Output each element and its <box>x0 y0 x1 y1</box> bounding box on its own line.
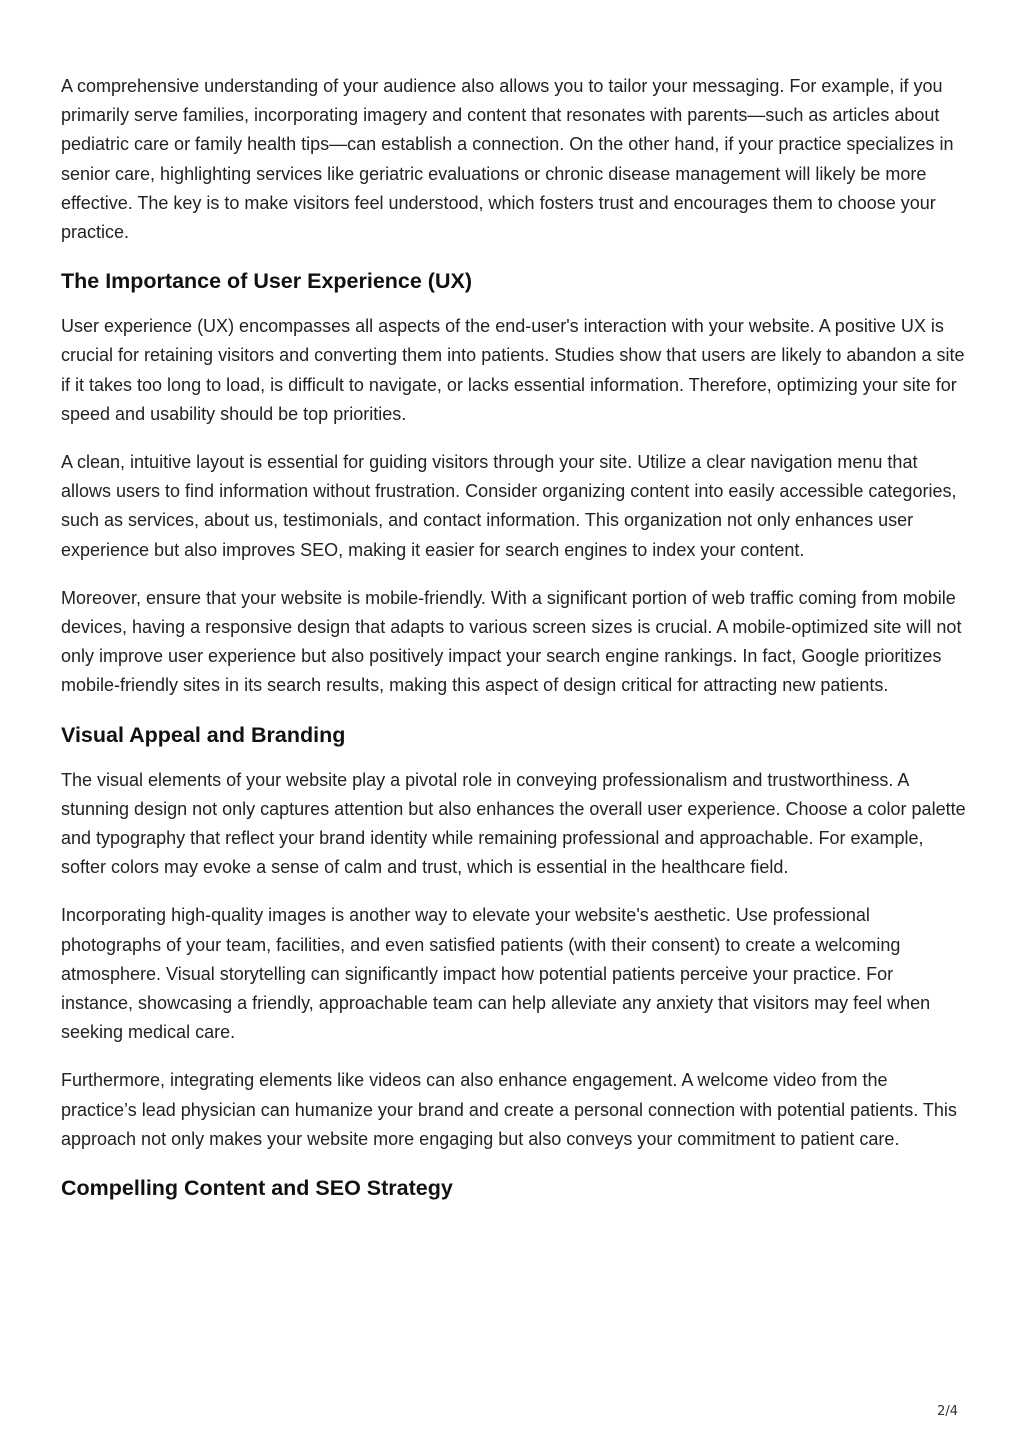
heading-user-experience: The Importance of User Experience (UX) <box>61 269 472 294</box>
heading-visual-appeal: Visual Appeal and Branding <box>61 722 346 747</box>
paragraph-videos: Furthermore, integrating elements like videos can also enhance engagement. A welcome video from the practice’s lead physician can humanize your brand and create a personal connection with potential patients. This approach not only makes your website more engaging but also conveys your commitment to patient care. <box>61 1070 957 1149</box>
page-number: 2/4 <box>937 1404 958 1419</box>
document-page <box>61 72 966 1219</box>
paragraph-high-quality-images: Incorporating high-quality images is another way to elevate your website's aesthetic. Use professional photographs of your team, facilities, and even satisfied patients (with their consent) to create a welcoming atmosphere. Visual storytelling can significantly impact how potential patients perceive your practice. For instance, showcasing a friendly, approachable team can help alleviate any anxiety that visitors may feel when seeking medical care. <box>61 905 931 1043</box>
paragraph-audience-messaging: A comprehensive understanding of your audience also allows you to tailor your messaging. For example, if you primarily serve families, incorporating imagery and content that resonates with parents—such as articles about pediatric care or family health tips—can establish a connection. On the other hand, if your practice specializes in senior care, highlighting services like geriatric evaluations or chronic disease management will likely be more effective. The key is to make visitors feel understood, which fosters trust and encourages them to choose your practice. <box>61 76 954 243</box>
paragraph-ux-definition: User experience (UX) encompasses all aspects of the end-user's interaction with your website. A positive UX is crucial for retaining visitors and converting them into patients. Studies show that users are likely to abandon a site if it takes too long to load, is difficult to navigate, or lacks essential information. Therefore, optimizing your site for speed and usability should be top priorities. <box>61 316 965 424</box>
paragraph-clean-layout: A clean, intuitive layout is essential for guiding visitors through your site. Utilize a clear navigation menu that allows users to find information without frustration. Consider organizing content into easily accessible categories, such as services, about us, testimonials, and contact information. This organization not only enhances user experience but also improves SEO, making it easier for search engines to index your content. <box>61 452 957 560</box>
heading-content-seo: Compelling Content and SEO Strategy <box>61 1176 453 1201</box>
paragraph-visual-elements: The visual elements of your website play a pivotal role in conveying professionalism and trustworthiness. A stunning design not only captures attention but also enhances the overall user experience. Choose a color palette and typography that reflect your brand identity while remaining professional and approachable. For example, softer colors may evoke a sense of calm and trust, which is essential in the healthcare field. <box>61 769 966 878</box>
paragraph-mobile-friendly: Moreover, ensure that your website is mobile-friendly. With a significant portion of web traffic coming from mobile devices, having a responsive design that adapts to various screen sizes is crucial. A mobile-optimized site will not only improve user experience but also positively impact your search engine rankings. In fact, Google prioritizes mobile-friendly sites in its search results, making this aspect of design critical for attracting new patients. <box>61 587 962 696</box>
